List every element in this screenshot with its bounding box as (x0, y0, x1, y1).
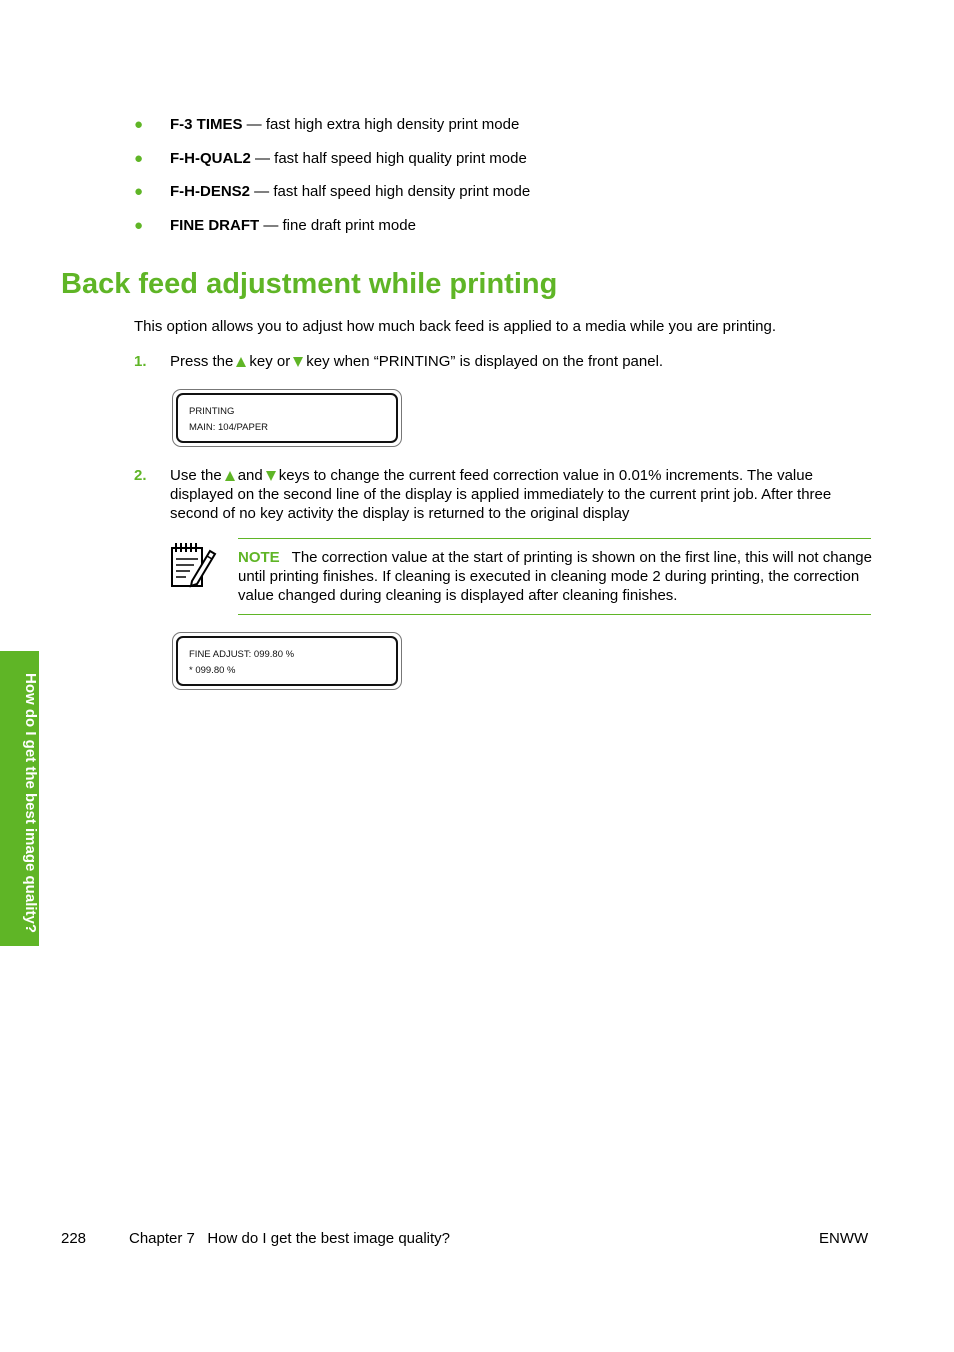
display-line-2: MAIN: 104/PAPER (189, 422, 269, 433)
list-item (134, 114, 530, 148)
bullet-icon: ● (134, 183, 144, 201)
bullet-icon: ● (134, 116, 144, 133)
step-text-part: key or (249, 353, 291, 370)
list-item (134, 181, 530, 215)
up-arrow-icon (225, 471, 235, 481)
chapter-side-tab (0, 651, 39, 946)
step-text-part: Use the (170, 467, 222, 484)
list-item (134, 215, 530, 249)
mode-desc: — fast half speed high quality print mode (250, 149, 527, 167)
display-line-2: * 099.80 % (189, 665, 236, 676)
footer-right-label: ENWW (819, 1230, 869, 1247)
list-item (134, 148, 530, 182)
mode-desc: — fine draft print mode (259, 217, 416, 235)
intro-paragraph: This option allows you to adjust how much back feed is applied to a media while you are printing. (134, 318, 777, 335)
step-text-part: keys to change the current feed correction value in 0.01% increments. The value displayed on the second line of the display is applied immediately to the current print job. After three second of no key activity the display is returned to the original display (170, 467, 832, 522)
display-line-1: FINE ADJUST: 099.80 % (189, 649, 295, 660)
step-text-part: and (237, 467, 263, 484)
mode-term: F-H-DENS2 (170, 183, 251, 201)
note-body: The correction value at the start of printing is shown on the first line, this will not change until printing finishes. If cleaning is executed in cleaning mode 2 during printing, the correction value changed during cleaning is displayed after cleaning finishes. (238, 549, 872, 604)
step-text (170, 352, 874, 371)
page-number: 228 (61, 1230, 87, 1247)
step-2 (134, 466, 874, 526)
down-arrow-icon (266, 471, 276, 481)
down-arrow-icon (293, 357, 303, 367)
section-heading: Back feed adjustment while printing (61, 268, 558, 300)
step-text (170, 466, 874, 523)
note-text (238, 548, 874, 605)
note-top-rule (238, 538, 871, 539)
display-line-1: PRINTING (189, 406, 235, 417)
mode-desc: — fast half speed high density print mode (250, 183, 531, 201)
step-1 (134, 352, 874, 372)
bullet-icon: ● (134, 149, 144, 167)
step-number: 2. (134, 467, 147, 484)
note-label: NOTE (238, 549, 280, 566)
fine-adjust-display (172, 632, 402, 690)
step-text-part: key when “PRINTING” is displayed on the front panel. (306, 353, 664, 370)
chapter-side-tab-label: How do I get the best image quality? (22, 673, 39, 934)
mode-term: F-3 TIMES (170, 116, 243, 133)
mode-desc: — fast high extra high density print mode (242, 116, 520, 133)
mode-term: FINE DRAFT (170, 217, 260, 235)
note-pad-icon (170, 541, 218, 591)
note-bottom-rule (238, 614, 871, 615)
front-panel-display (172, 389, 402, 447)
up-arrow-icon (236, 357, 246, 367)
bullet-icon: ● (134, 217, 144, 235)
mode-term: F-H-QUAL2 (170, 149, 251, 167)
step-text-part: Press the (170, 353, 234, 370)
step-number: 1. (134, 353, 147, 370)
bullet-list (134, 114, 530, 249)
chapter-title: Chapter 7 How do I get the best image quality? (129, 1230, 451, 1247)
